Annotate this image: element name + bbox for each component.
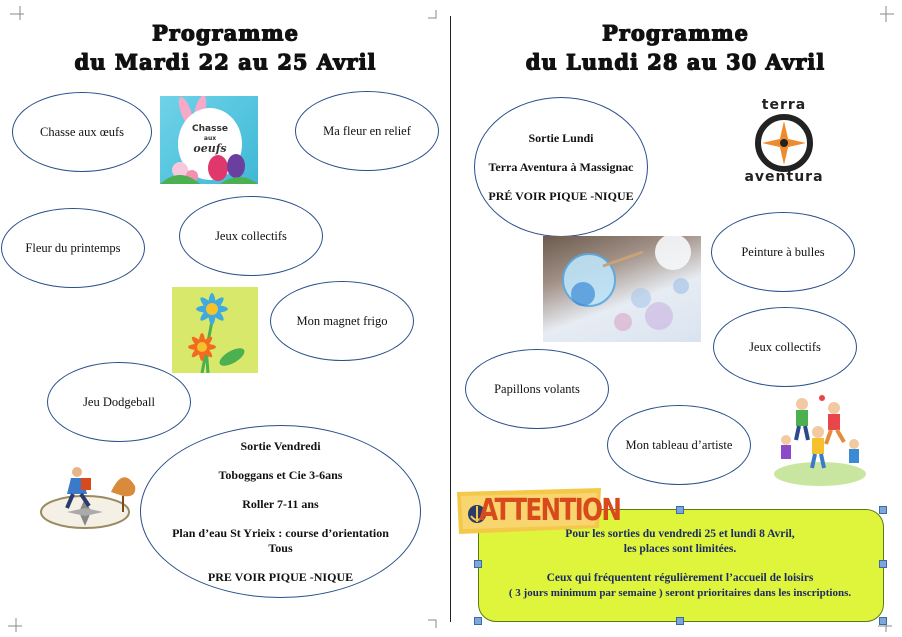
attention-banner-text: ATTENTION [479, 493, 621, 528]
sortie-vendredi-title: Sortie Vendredi [240, 438, 321, 453]
oval-jeux-collectifs-right [713, 307, 857, 387]
oval-fleur-du-printemps [1, 208, 145, 288]
right-title-line1: Programme [601, 20, 749, 45]
attention-line3: Ceux qui fréquentent régulièrement l’accueil de loisirs [546, 572, 814, 584]
sortie-lundi-line2: PRÉ VOIR PIQUE -NIQUE [488, 188, 634, 203]
oval-peinture-a-bulles [711, 212, 855, 292]
selection-handle-bottom[interactable] [676, 617, 684, 625]
oval-papillons-volants [465, 349, 609, 429]
left-title-line1: Programme [151, 20, 299, 45]
selection-handle-right[interactable] [879, 560, 887, 568]
oval-label: Mon magnet frigo [296, 313, 388, 328]
selection-handle-bottom-right[interactable] [879, 617, 887, 625]
logo-word-aventura: aventura [744, 169, 824, 185]
sortie-vendredi-line1: Toboggans et Cie 3-6ans [218, 467, 343, 482]
sortie-lundi-line1: Terra Aventura à Massignac [488, 159, 634, 174]
oval-jeux-collectifs-left [179, 196, 323, 276]
paper-flower-image [172, 287, 258, 373]
oval-chasse-aux-oeufs [12, 92, 152, 172]
crop-mark-top-mid-left [428, 10, 436, 18]
selection-handle-bottom-left[interactable] [474, 617, 482, 625]
oval-label: Chasse aux œufs [39, 124, 124, 139]
oval-label: Fleur du printemps [25, 240, 121, 255]
left-title [20, 18, 430, 76]
left-title-line2: du Mardi 22 au 25 Avril [73, 49, 377, 74]
oval-mon-magnet-frigo [270, 281, 414, 361]
oval-label: Jeux collectifs [215, 228, 287, 243]
right-title [470, 18, 880, 76]
oval-label: Peinture à bulles [741, 244, 825, 259]
terra-aventura-logo [733, 97, 835, 189]
attention-line1: Pour les sorties du vendredi 25 et lundi 8 Avril, [565, 528, 795, 540]
oval-label: Ma fleur en relief [323, 123, 411, 138]
kids-playing-image [772, 394, 868, 488]
selection-handle-top[interactable] [676, 506, 684, 514]
easter-card-text [188, 124, 232, 154]
attention-line2: les places sont limitées. [623, 543, 737, 555]
compass-hiker-illustration [37, 462, 137, 530]
easter-egg-image [160, 96, 258, 184]
selection-handle-top-right[interactable] [879, 506, 887, 514]
oval-label: Mon tableau d’artiste [625, 437, 733, 452]
oval-label: Papillons volants [494, 381, 580, 396]
bubble-painting-image [543, 236, 701, 342]
oval-mon-tableau-d-artiste [607, 405, 751, 485]
sortie-vendredi-line3a: Plan d’eau St Yrieix : course d’orientation [172, 525, 389, 540]
sortie-lundi-title: Sortie Lundi [528, 130, 594, 145]
easter-card-word2: aux [203, 135, 217, 142]
oval-label: Jeux collectifs [749, 339, 821, 354]
oval-label: Jeu Dodgeball [83, 394, 155, 409]
bubble-painting-illustration [543, 236, 701, 342]
oval-ma-fleur-en-relief [295, 91, 439, 171]
easter-card-word1: Chasse [192, 124, 228, 134]
oval-sortie-lundi [474, 97, 648, 237]
right-title-line2: du Lundi 28 au 30 Avril [525, 49, 825, 74]
oval-sortie-vendredi [140, 425, 421, 598]
sortie-vendredi-line4: PRE VOIR PIQUE -NIQUE [207, 569, 354, 584]
crop-mark-bottom-left [8, 618, 22, 632]
easter-card-word3: oeufs [193, 142, 227, 155]
crop-mark-bottom-mid [428, 620, 436, 628]
sortie-vendredi-line3b: Tous [268, 540, 293, 555]
sortie-vendredi-line2: Roller 7-11 ans [242, 496, 319, 511]
orientation-compass-image [37, 462, 137, 530]
crop-mark-top-right [880, 6, 894, 22]
paper-flower-illustration [172, 287, 258, 373]
selection-handle-left[interactable] [474, 560, 482, 568]
logo-word-terra: terra [761, 97, 807, 113]
kids-playing-illustration [772, 394, 868, 488]
attention-line4: ( 3 jours minimum par semaine ) seront prioritaires dans les inscriptions. [508, 587, 852, 599]
oval-jeu-dodgeball [47, 362, 191, 442]
